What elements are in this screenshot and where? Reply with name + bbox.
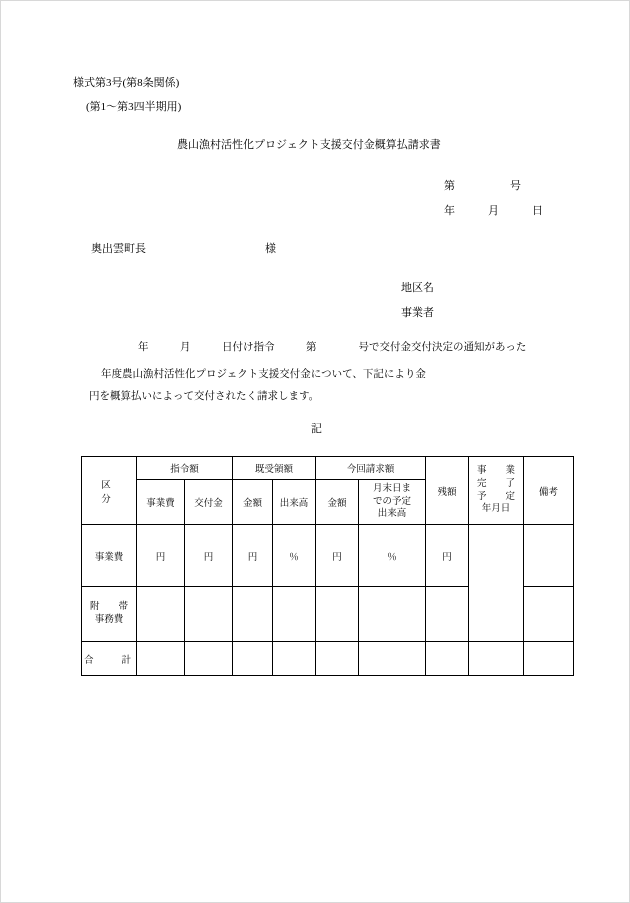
cell-incidental-request-progress[interactable] — [359, 587, 426, 642]
row-label-project-cost: 事業費 — [82, 525, 137, 587]
header-request-progress: 月末日ま での予定 出来高 — [359, 480, 426, 525]
cell-project-cost-received-amount[interactable]: 円 — [233, 525, 273, 587]
operator-label: 事業者 — [401, 307, 434, 319]
cell-incidental-grant[interactable] — [185, 587, 233, 642]
cell-project-cost-remarks[interactable] — [524, 525, 574, 587]
header-current-request: 今回請求額 — [316, 457, 426, 480]
cell-incidental-request-amount[interactable] — [316, 587, 359, 642]
header-project-cost: 事業費 — [137, 480, 185, 525]
cell-project-cost-grant[interactable]: 円 — [185, 525, 233, 587]
claim-table — [81, 456, 574, 676]
table-header-row-groups — [82, 457, 574, 480]
cell-project-cost-request-amount[interactable]: 円 — [316, 525, 359, 587]
cell-project-cost-balance[interactable]: 円 — [426, 525, 469, 587]
header-already-received: 既受領額 — [233, 457, 316, 480]
header-order-amount: 指令額 — [137, 457, 233, 480]
cell-incidental-received-progress[interactable] — [273, 587, 316, 642]
cell-incidental-order[interactable] — [137, 587, 185, 642]
header-received-progress: 出来高 — [273, 480, 316, 525]
table-row — [82, 525, 574, 587]
cell-project-cost-order[interactable]: 円 — [137, 525, 185, 587]
addressee: 奥出雲町長 — [91, 243, 146, 255]
header-remarks: 備考 — [524, 457, 574, 525]
addressee-honorific: 様 — [265, 243, 276, 255]
ki-mark: 記 — [311, 423, 322, 435]
header-category-label: 区 分 — [101, 480, 148, 505]
cell-total-request-amount[interactable] — [316, 642, 359, 676]
header-category — [82, 457, 148, 525]
cell-incidental-balance[interactable] — [426, 587, 469, 642]
cell-total-balance[interactable] — [426, 642, 469, 676]
cell-total-received-amount[interactable] — [233, 642, 273, 676]
header-balance: 残額 — [426, 457, 469, 525]
header-completion-date: 事 業 完 了 予 定 年月日 — [469, 457, 524, 525]
cell-total-request-progress[interactable] — [359, 642, 426, 676]
header-received-amount: 金額 — [233, 480, 273, 525]
cell-total-grant[interactable] — [185, 642, 233, 676]
district-name-label: 地区名 — [401, 282, 434, 294]
body-line-3: 円を概算払いによって交付されたく請求します。 — [89, 391, 320, 402]
page-title: 農山漁村活性化プロジェクト支援交付金概算払請求書 — [177, 139, 441, 151]
form-number: 様式第3号(第8条関係) — [73, 77, 180, 89]
cell-total-received-progress[interactable] — [273, 642, 316, 676]
body-line-1: 年 月 日付け指令 第 号で交付金交付決定の通知があった — [138, 342, 527, 353]
body-line-2: 年度農山漁村活性化プロジェクト支援交付金について、下記により金 — [101, 369, 426, 380]
cell-project-cost-received-progress[interactable]: ％ — [273, 525, 316, 587]
cell-total-remarks[interactable] — [524, 642, 574, 676]
header-grant: 交付金 — [185, 480, 233, 525]
cell-completion-date[interactable] — [469, 525, 524, 642]
table-row — [82, 642, 574, 676]
claim-table-wrapper — [81, 456, 573, 676]
row-label-total-text: 合 計 — [83, 655, 134, 666]
cell-total-completion-date[interactable] — [469, 642, 524, 676]
quarter-note: (第1〜第3四半期用) — [86, 101, 182, 113]
cell-incidental-remarks[interactable] — [524, 587, 574, 642]
cell-project-cost-request-progress[interactable]: ％ — [359, 525, 426, 587]
document-number-line: 第 号 — [444, 180, 521, 192]
row-label-total — [82, 642, 137, 676]
header-request-amount: 金額 — [316, 480, 359, 525]
cell-incidental-received-amount[interactable] — [233, 587, 273, 642]
row-label-incidental-admin: 附 帯 事務費 — [82, 587, 137, 642]
document-date-line: 年 月 日 — [444, 205, 543, 217]
cell-total-order[interactable] — [137, 642, 185, 676]
